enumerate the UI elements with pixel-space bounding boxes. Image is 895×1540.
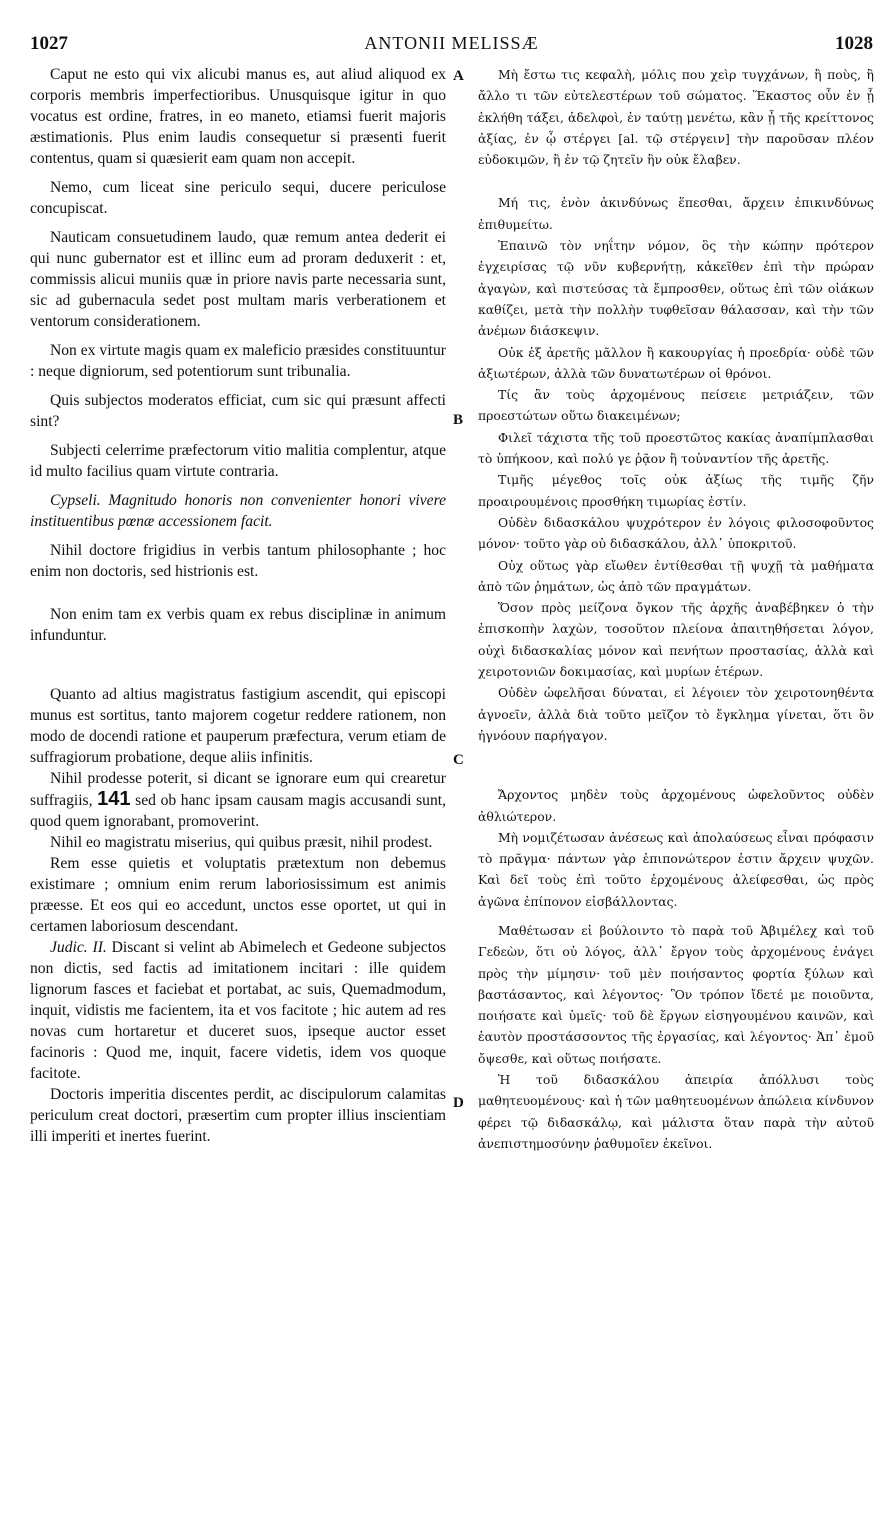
section-marker-a: A bbox=[453, 68, 464, 84]
latin-paragraph: Nemo, cum liceat sine periculo sequi, ducere periculose concupiscat. bbox=[30, 179, 446, 217]
greek-paragraph: Τιμῆς μέγεθος τοῖς οὐκ ἀξίως τῆς τιμῆς ζῆν προαιρουμένοις προσθήκη τιμωρίας ἐστίν. bbox=[478, 472, 874, 509]
greek-paragraph: Μὴ νομιζέτωσαν ἀνέσεως καὶ ἀπολαύσεως εἶναι πρόφασιν τὸ πρᾶγμα· πάντων γὰρ ἐπιπονώτερον ἐστιν ἄρχειν ψυχῶν. Καὶ δεῖ τοὺς ἐπὶ τοῦτο ἐρχομένους ἀλείφεσθαι, ὡς πρὸς ἀγῶνα ἐπίπονον εἰσβάλλοντας. bbox=[478, 829, 874, 909]
latin-paragraph: Rem esse quietis et voluptatis prætextum non debemus existimare ; omnium enim rerum laboriosissimum est animis præesse. Et eos qui eo accedunt, unctos esse oportet, ut qui in certamen laboriosum descendant. bbox=[30, 855, 446, 935]
greek-paragraph: Τίς ἂν τοὺς ἀρχομένους πείσειε μετριάζειν, τῶν προεστώτων οὕτω διακειμένων; bbox=[478, 387, 874, 424]
running-header bbox=[30, 33, 873, 57]
greek-paragraph: Οὐδὲν ὠφελῆσαι δύναται, εἰ λέγοιεν τὸν χειροτονηθέντα ἀγνοεῖν, ἀλλὰ διὰ τοῦτο μεῖζον τὸ ἔγκλημα γίνεται, ὅτι ὃν ἠγνόουν παρήγαγον. bbox=[478, 685, 874, 743]
latin-paragraph: Nihil eo magistratu miserius, qui quibus præsit, nihil prodest. bbox=[50, 834, 433, 851]
latin-text: sed ob hanc ipsam causam magis accusandi sunt, quod quem ignorabant, promoverint. bbox=[30, 792, 447, 830]
section-marker-c: C bbox=[453, 752, 464, 768]
latin-text: Nihil prodesse poterit, si dicant se ignorare eum qui crearetur suffragiis, bbox=[30, 770, 446, 809]
greek-column bbox=[478, 64, 874, 1154]
section-marker-d: D bbox=[453, 1095, 464, 1111]
latin-paragraph: Nauticam consuetudinem laudo, quæ remum antea dederit ei qui nunc gubernator est et illinc eum ad proram deduxerit : et, commissis alicui muniis quæ in priore navis parte necessaria sunt, sic ad gubernacula sedet post multam maris verberationem et ventorum considerationem. bbox=[30, 229, 446, 330]
column-number: 141 bbox=[97, 788, 131, 810]
greek-paragraph: Οὐκ ἐξ ἀρετῆς μᾶλλον ἢ κακουργίας ἡ προεδρία· οὐδὲ τῶν ἀξιωτέρων, ἀλλὰ τῶν δυνατωτέρων οἱ θρόνοι. bbox=[478, 344, 874, 381]
latin-paragraph: Non enim tam ex verbis quam ex rebus disciplinæ in animum infunduntur. bbox=[30, 606, 446, 644]
greek-paragraph: Ἡ τοῦ διδασκάλου ἀπειρία ἀπόλλυσι τοὺς μαθητευομένους· καὶ ἡ τῶν μαθητευομένων ἀπώλεια κίνδυνον φέρει τῷ διδασκάλῳ, καὶ μάλιστα ὅταν παρὰ τὴν αὐτοῦ ἀνεπιστημοσύνην ῥαθυμοῖεν ἐκεῖνοι. bbox=[478, 1072, 874, 1151]
latin-paragraph-with-reference bbox=[30, 937, 446, 1084]
latin-paragraph: Caput ne esto qui vix alicubi manus es, aut aliud aliquod ex corporis membris imperfectioribus. Unusquisque igitur in quo vocatus est ordine, fratres, in eo maneto, etiamsi fuerit majoris æstimationis. Plus enim laudis consequetur si præsenti fuerit contentus, quam si quæsierit eam quam non accepit. bbox=[30, 66, 446, 167]
latin-paragraph: Quanto ad altius magistratus fastigium ascendit, qui episcopi munus est sortitus, tanto majorem cogetur reddere rationem, non modo de docendi ratione et pauperum præfectura, verum etiam de suffragiorum probatione, deque aliis infinitis. bbox=[30, 686, 446, 766]
section-marker-b: B bbox=[453, 412, 464, 428]
greek-paragraph: Μαθέτωσαν εἰ βούλοιντο τὸ παρὰ τοῦ Ἀβιμέλεχ καὶ τοῦ Γεδεὼν, ὅτι οὐ λόγος, ἀλλ᾽ ἔργον τοὺς ἀρχομένους ἐνάγει πρὸς τὴν μίμησιν· τοῦ μὲν ποιήσαντος φορτία ξύλων καὶ βαστάσαντος, καὶ λέγοντος· Ὃν τρόπον ἴδετέ με ποιοῦντα, ποιήσατε καὶ ὑμεῖς· τοῦ δὲ ἔργων εἰσηγουμένου καινῶν, καὶ ἑαυτὸν προστάσσοντος τῆς ἐργασίας, καὶ λέγοντος· Ἀπ᾽ ἐμοῦ ὄψεσθε, καὶ οὕτως ποιήσατε. bbox=[478, 922, 874, 1066]
greek-paragraph: Μὴ ἔστω τις κεφαλὴ, μόλις που χεὶρ τυγχάνων, ἢ ποὺς, ἢ ἄλλο τι τῶν εὐτελεστέρων τοῦ σώματος. Ἕκαστος οὖν ἐν ᾗ ἐκλήθη τάξει, ἀδελφοὶ, ἐν ταύτῃ μενέτω, κἂν ᾖ τῆς κρείττονος ἀξίας, ἐν ᾧ στέργει [al. τῷ στέργειν] τὴν παροῦσαν πλέον εὐδοκιμῶν, ἢ ἐν τῷ ζητεῖν ἣν οὐκ ἔλαβεν. bbox=[478, 67, 874, 168]
latin-paragraph: Subjecti celerrime præfectorum vitio malitia complentur, atque id multo facilius quam virtute contraria. bbox=[30, 442, 446, 480]
latin-paragraph: Doctoris imperitia discentes perdit, ac discipulorum calamitas periculum creat doctori, præsertim cum propter illius inscientiam illi imperiti et inertes fuerint. bbox=[30, 1086, 446, 1145]
greek-paragraph: Ὅσον πρὸς μείζονα ὄγκον τῆς ἀρχῆς ἀναβέβηκεν ὁ τὴν ἐπισκοπὴν λαχὼν, τοσοῦτον πλείονα ἀπαιτηθήσεται λόγον, οὐχὶ διδασκαλίας μόνον καὶ πενήτων προστασίας, ἀλλὰ καὶ χειροτονιῶν δοκιμασίας, καὶ μυρίων ἑτέρων. bbox=[478, 600, 874, 680]
page-number-left: 1027 bbox=[30, 33, 68, 54]
latin-paragraph: Cypseli. Magnitudo honoris non convenienter honori vivere instituentibus pœnæ accessionem facit. bbox=[30, 492, 446, 530]
latin-paragraph-with-column-number bbox=[30, 768, 446, 832]
latin-paragraph: Non ex virtute magis quam ex maleficio præsides constituuntur : neque digniorum, sed potentiorum sunt tribunalia. bbox=[30, 342, 446, 380]
greek-paragraph: Ἄρχοντος μηδὲν τοὺς ἀρχομένους ὠφελοῦντος οὐδὲν ἀθλιώτερον. bbox=[478, 787, 874, 824]
scripture-reference: Judic. II. bbox=[50, 939, 107, 956]
greek-paragraph: Μή τις, ἐνὸν ἀκινδύνως ἕπεσθαι, ἄρχειν ἐπικινδύνως ἐπιθυμείτω. bbox=[478, 195, 874, 232]
greek-paragraph: Ἐπαινῶ τὸν νηΐτην νόμον, ὃς τὴν κώπην πρότερον ἐγχειρίσας τῷ νῦν κυβερνήτῃ, κἀκεῖθεν ἐπὶ τὴν πρώραν ἀγαγὼν, καὶ πιστεύσας τὰ ἔμπροσθεν, οὕτως ἐπὶ τῶν οἰάκων καθίζει, μετὰ τὴν πολλὴν τυφθεῖσαν θάλασσαν, καὶ τὴν τῶν ἀνέμων διάσκεψιν. bbox=[478, 238, 874, 339]
page-number-right: 1028 bbox=[835, 33, 873, 54]
latin-column bbox=[30, 64, 446, 1147]
latin-paragraph: Nihil doctore frigidius in verbis tantum philosophante ; hoc enim non doctoris, sed histrionis est. bbox=[30, 542, 446, 580]
greek-paragraph: Οὐδὲν διδασκάλου ψυχρότερον ἐν λόγοις φιλοσοφοῦντος μόνον· τοῦτο γὰρ οὐ διδασκάλου, ἀλλ᾽ ὑποκριτοῦ. bbox=[478, 514, 874, 552]
latin-text: Discant si velint ab Abimelech et Gedeone subjectos non dictis, sed factis ad imitationem incitari : ille quidem lignorum fasces et faciebat et portabat, ac suis, Quemadmodum, inquit, vidistis me facientem, ita et vos facitote ; hic autem ad res novas cum hortaretur et duceret suos, ipseque auctor esset facinoris : Quod me, inquit, facere videtis, idem vos quoque facitote. bbox=[30, 939, 447, 1082]
running-title: ANTONII MELISSÆ bbox=[364, 33, 539, 53]
greek-paragraph: Οὐχ οὕτως γὰρ εἴωθεν ἐντίθεσθαι τῇ ψυχῇ τὰ μαθήματα ἀπὸ τῶν ῥημάτων, ὡς ἀπὸ τῶν πραγμάτων. bbox=[478, 557, 874, 594]
latin-paragraph: Quis subjectos moderatos efficiat, cum sic qui præsunt affecti sint? bbox=[30, 392, 446, 430]
greek-paragraph: Φιλεῖ τάχιστα τῆς τοῦ προεστῶτος κακίας ἀναπίμπλασθαι τὸ ὑπήκοον, καὶ πολύ γε ῥᾷον ἢ τοὐναντίον τῆς ἀρετῆς. bbox=[478, 429, 874, 467]
